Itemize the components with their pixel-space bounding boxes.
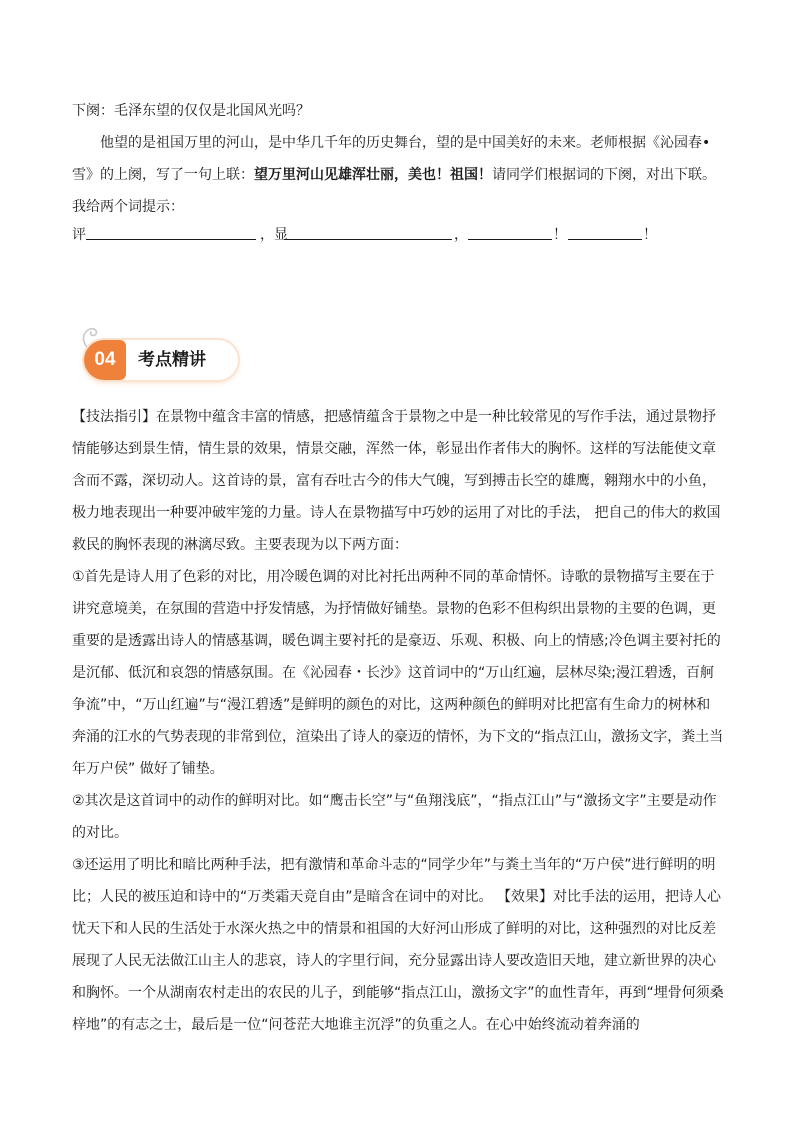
technique-paragraph: 【技法指引】在景物中蕴含丰富的情感，把感情蕴含于景物之中是一种比较常见的写作手法，通过景物抒情能够达到景生情，情生景的效果，情景交融，浑然一体，彰显出作者伟大的胸怀。这样的写法能使文章含而不露，深切动人。这首诗的景，富有吞吐古今的伟大气魄，写到搏击长空的雄鹰，翱翔水中的小鱼，极力地表现出一种要冲破牢笼的力量。诗人在景物描写中巧妙的运用了对比的手法， 把自己的伟大的救国救民的胸怀表现的淋漓尽致。主要表现为以下两方面： — [72, 409, 721, 553]
blank-word-5: ！ — [643, 227, 657, 243]
question-line: 下阕：毛泽东望的仅仅是北国风光吗？ — [72, 103, 310, 119]
fill-in-blanks-line — [72, 226, 732, 258]
intro-text-a: 他望的是祖国万里的河山，是中华几千年的历史舞台，望的是中国美好的未来。老师根据《沁园春•雪》的上阕，写了一句上联： — [72, 135, 711, 183]
answer-blank-2[interactable] — [284, 239, 452, 240]
answer-blank-3[interactable] — [468, 239, 552, 240]
intro-paragraph — [72, 127, 724, 223]
intro-text-b: 请同学们根据词的下阕，对出下联。我给两个词提示： — [72, 167, 716, 215]
main-body — [72, 401, 724, 1041]
couplet-upper-line: 望万里河山见雄浑壮丽，美也！祖国！ — [254, 167, 492, 183]
point-3-paragraph: ③还运用了明比和暗比两种手法，把有激情和革命斗志的“同学少年”与粪土当年的“万户侯”进行鲜明的明比；人民的被压迫和诗中的“万类霜天竞自由”是暗含在词中的对比。 【效果】对比手法的运用，把诗人心忧天下和人民的生活处于水深火热之中的情景和祖国的大好河山形成了鲜明的对比，这种强烈的对比反差展现了人民无法做江山主人的悲哀，诗人的字里行间，充分显露出诗人要改造旧天地，建立新世界的决心和胸怀。一个从湖南农村走出的农民的儿子，到能够“指点江山，激扬文字”的血性青年，再到“埋骨何须桑梓地”的有志之士，最后是一位“问苍茫大地谁主沉浮”的负重之人。在心中始终流动着奔涌的 — [72, 857, 724, 1033]
intro-section — [72, 95, 724, 223]
point-1-paragraph: ①首先是诗人用了色彩的对比，用冷暖色调的对比衬托出两种不同的革命情怀。诗歌的景物描写主要在于讲究意境美，在氛围的营造中抒发情感，为抒情做好铺垫。景物的色彩不但构织出景物的主要的色调，更重要的是透露出诗人的情感基调，暖色调主要衬托的是豪迈、乐观、积极、向上的情感;冷色调主要衬托的是沉郁、低沉和哀怨的情感氛围。在《沁园春・长沙》这首词中的“万山红遍，层林尽染;漫江碧透，百舸争流”中，“万山红遍”与“漫江碧透”是鲜明的颜色的对比，这两种颜色的鲜明对比把富有生命力的树林和奔涌的江水的气势表现的非常到位，渲染出了诗人的豪迈的情怀，为下文的“指点江山，激扬文字，粪土当年万户侯” 做好了铺垫。 — [72, 569, 724, 777]
point-2-paragraph: ②其次是这首词中的动作的鲜明对比。如“鹰击长空”与“鱼翔浅底”，“指点江山”与“激扬文字”主要是动作的对比。 — [72, 793, 717, 841]
section-number: 04 — [84, 340, 126, 380]
section-title: 考点精讲 — [138, 350, 206, 370]
answer-blank-4[interactable] — [568, 239, 642, 240]
answer-blank-1[interactable] — [86, 239, 256, 240]
section-badge — [72, 322, 242, 382]
blank-word-1: 评 — [72, 227, 86, 243]
blank-word-3: ， — [454, 227, 468, 243]
blank-word-4: ！ — [553, 227, 567, 243]
blank-word-2: ，显 — [260, 227, 288, 243]
